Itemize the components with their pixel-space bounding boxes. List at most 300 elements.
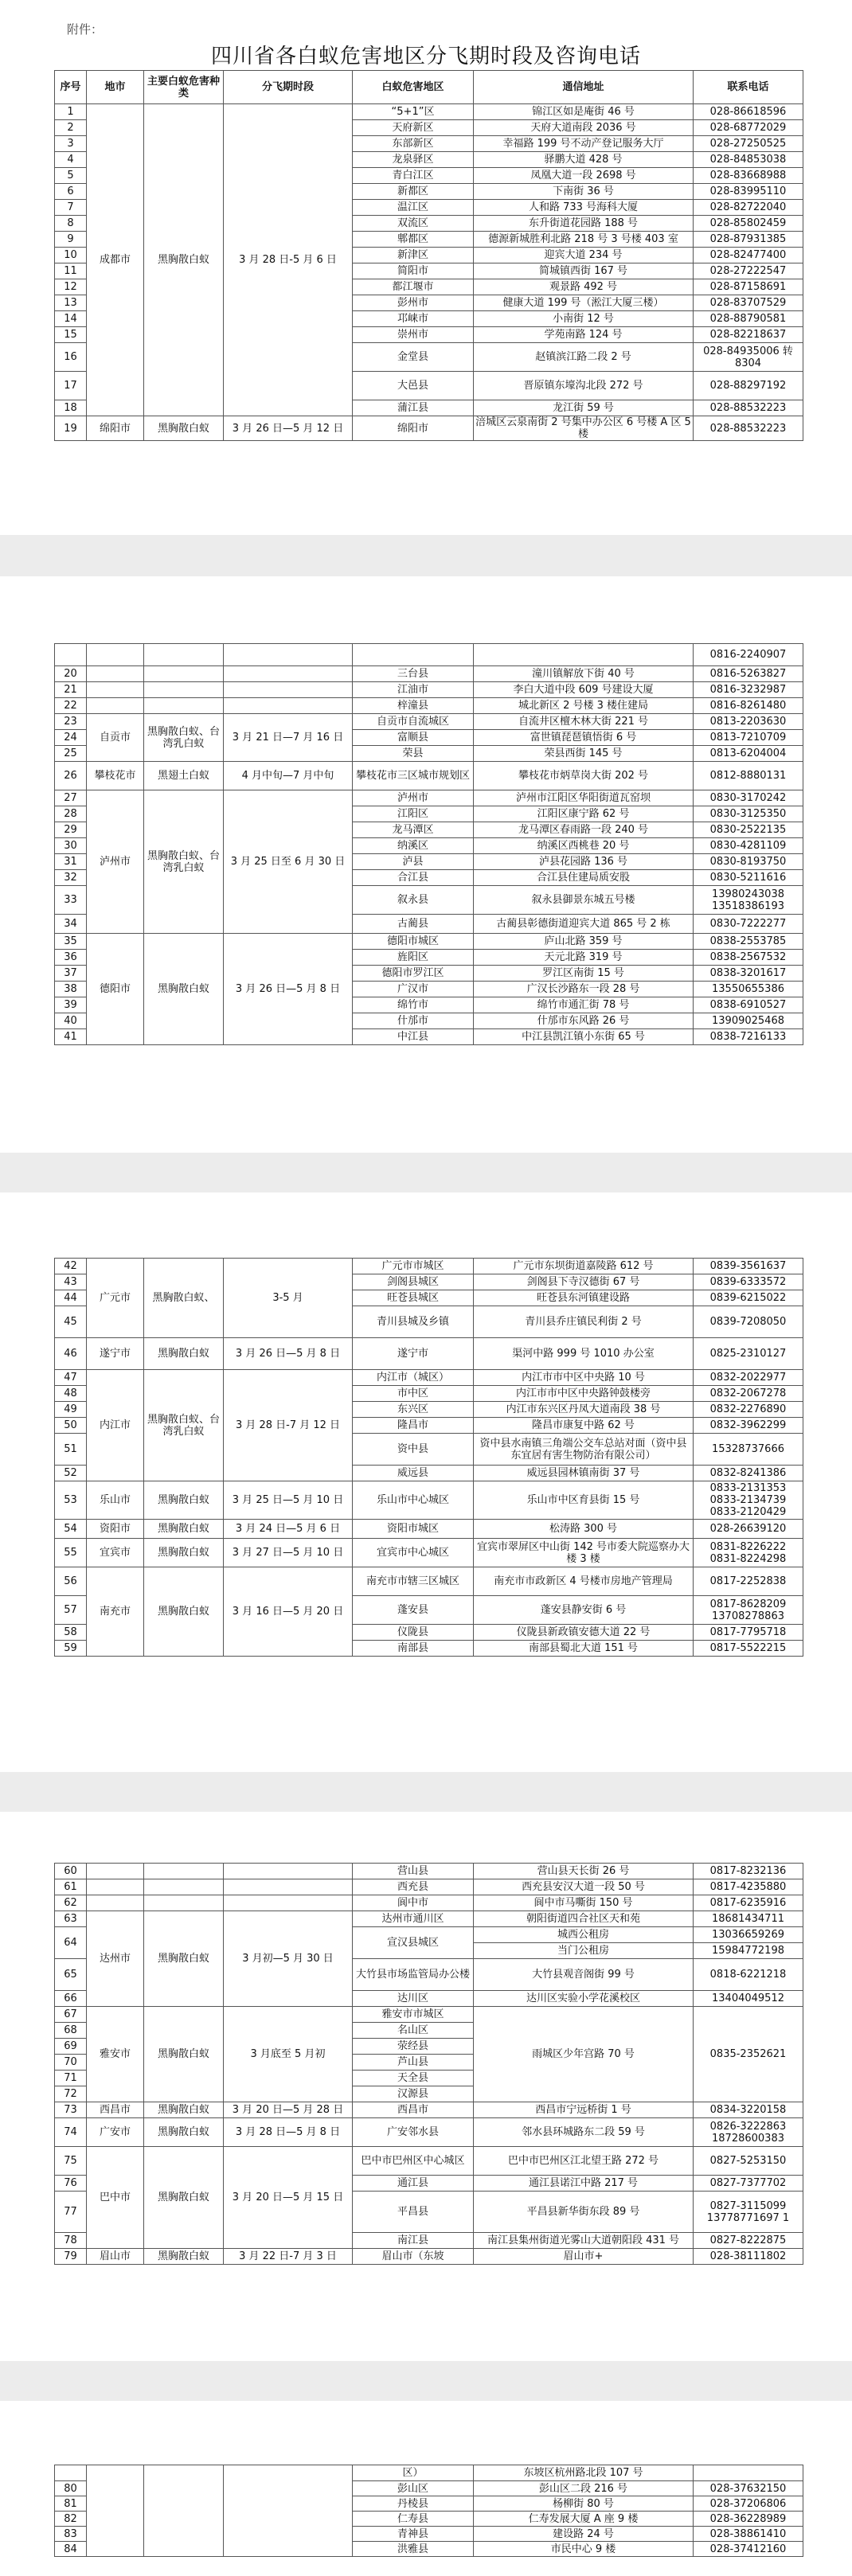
row-index: 53 xyxy=(55,1481,87,1520)
address-cell: 幸福路 199 号不动产登记服务大厅 xyxy=(474,136,694,152)
phone-cell: 0813-7210709 xyxy=(694,730,803,746)
row-index: 80 xyxy=(55,2481,87,2496)
area-cell: 巴中市巴州区中心城区 xyxy=(353,2147,474,2176)
phone-cell: 0830-4281109 xyxy=(694,838,803,854)
row-index: 27 xyxy=(55,790,87,806)
area-cell: 简阳市 xyxy=(353,263,474,279)
area-cell: 蓬安县 xyxy=(353,1596,474,1625)
address-cell: 李白大道中段 609 号建设大厦 xyxy=(474,682,694,698)
species-cell: 黑胸散白蚁、台湾乳白蚁 xyxy=(144,790,224,934)
area-cell: 彭山区 xyxy=(353,2481,474,2496)
table-row xyxy=(55,1338,803,1370)
period-cell: 3 月 25 日至 6 月 30 日 xyxy=(224,790,353,934)
address-cell: 攀枝花市炳草岗大街 202 号 xyxy=(474,762,694,790)
address-cell: 朝阳街道四合社区天和苑 xyxy=(474,1911,694,1927)
area-cell: 内江市（城区） xyxy=(353,1370,474,1386)
area-cell: 宜宾市中心城区 xyxy=(353,1539,474,1567)
area-cell: 芦山县 xyxy=(353,2055,474,2071)
address-cell: 剑阁县下寺汉德街 67 号 xyxy=(474,1274,694,1290)
row-index: 58 xyxy=(55,1625,87,1641)
area-cell: 德阳市罗江区 xyxy=(353,966,474,982)
row-index: 26 xyxy=(55,762,87,790)
phone-cell: 0839-7208050 xyxy=(694,1306,803,1338)
row-index: 13 xyxy=(55,295,87,311)
row-index: 24 xyxy=(55,730,87,746)
row-index: 65 xyxy=(55,1959,87,1991)
phone-cell: 028-84853038 xyxy=(694,152,803,168)
area-cell: 阆中市 xyxy=(353,1895,474,1911)
phone-cell: 028-82722040 xyxy=(694,200,803,216)
address-cell: 自流井区檀木林大街 221 号 xyxy=(474,714,694,730)
area-cell: “5+1”区 xyxy=(353,104,474,120)
document-title: 四川省各白蚁危害地区分飞期时段及咨询电话 xyxy=(210,45,641,68)
address-cell: 隆昌市康复中路 62 号 xyxy=(474,1418,694,1434)
address-cell: 阆中市马嘶街 150 号 xyxy=(474,1895,694,1911)
phone-cell: 13550655386 xyxy=(694,982,803,997)
row-index: 66 xyxy=(55,1991,87,2007)
row-index: 30 xyxy=(55,838,87,854)
row-index: 68 xyxy=(55,2023,87,2039)
address-cell: 旺苍县东河镇建设路 xyxy=(474,1290,694,1306)
address-cell: 泸县花园路 136 号 xyxy=(474,854,694,870)
address-cell: 渠河中路 999 号 1010 办公室 xyxy=(474,1338,694,1370)
address-cell: 南充市市政新区 4 号楼市房地产管理局 xyxy=(474,1567,694,1596)
area-cell: 邛崃市 xyxy=(353,311,474,327)
phone-cell: 0832-3962299 xyxy=(694,1418,803,1434)
phone-cell: 0812-8880131 xyxy=(694,762,803,790)
species-cell: 黑胸散白蚁 xyxy=(144,1539,224,1567)
phone-cell: 13980243038 13518386193 xyxy=(694,886,803,915)
species-cell: 黑胸散白蚁、台湾乳白蚁 xyxy=(144,1370,224,1481)
page-gap xyxy=(0,1772,852,1812)
address-cell: 蓬安县静安街 6 号 xyxy=(474,1596,694,1625)
row-index: 36 xyxy=(55,950,87,966)
address-cell: 宜宾市翠屏区中山街 142 号市委大院巡察办大楼 3 楼 xyxy=(474,1539,694,1567)
row-index: 46 xyxy=(55,1338,87,1370)
address-cell: 威远县园林镇南街 37 号 xyxy=(474,1466,694,1481)
table-row xyxy=(55,1370,803,1386)
address-cell: 观景路 492 号 xyxy=(474,279,694,295)
address-cell: 德源新城胜利北路 218 号 3 号楼 403 室 xyxy=(474,232,694,248)
phone-cell: 0830-3170242 xyxy=(694,790,803,806)
phone-cell: 0817-8628209 13708278863 xyxy=(694,1596,803,1625)
address-cell: 叙永县御景东城五号楼 xyxy=(474,886,694,915)
phone-cell: 0835-2352621 xyxy=(694,2007,803,2102)
table-row xyxy=(55,666,803,682)
row-index: 69 xyxy=(55,2039,87,2055)
row-index: 15 xyxy=(55,327,87,343)
row-index: 78 xyxy=(55,2233,87,2249)
city-cell: 资阳市 xyxy=(87,1520,144,1539)
phone-cell: 0839-6333572 xyxy=(694,1274,803,1290)
address-cell: 荣县西街 145 号 xyxy=(474,746,694,762)
area-cell: 大邑县 xyxy=(353,372,474,400)
period-cell: 3 月 26 日—5 月 8 日 xyxy=(224,1338,353,1370)
city-cell: 德阳市 xyxy=(87,934,144,1045)
city-cell: 泸州市 xyxy=(87,790,144,934)
area-cell: 广汉市 xyxy=(353,982,474,997)
phone-cell: 0816-3232987 xyxy=(694,682,803,698)
address-cell: 下南街 36 号 xyxy=(474,184,694,200)
address-cell: 广元市东坝街道嘉陵路 612 号 xyxy=(474,1259,694,1274)
area-cell: 西充县 xyxy=(353,1879,474,1895)
row-index: 74 xyxy=(55,2118,87,2147)
address-cell: 东坡区杭州路北段 107 号 xyxy=(474,2465,694,2481)
header-index: 序号 xyxy=(55,71,87,104)
phone-cell: 0813-2203630 xyxy=(694,714,803,730)
row-index: 28 xyxy=(55,806,87,822)
address-cell: 古蔺县彰德街道迎宾大道 865 号 2 栋 xyxy=(474,915,694,934)
species-cell: 黑胸散白蚁 xyxy=(144,2249,224,2265)
address-cell: 南江县集州街道光雾山大道朝阳段 431 号 xyxy=(474,2233,694,2249)
address-cell: 迎宾大道 234 号 xyxy=(474,248,694,263)
phone-cell: 028-27250525 xyxy=(694,136,803,152)
area-cell: 绵竹市 xyxy=(353,997,474,1013)
table-row xyxy=(55,2102,803,2118)
row-index: 70 xyxy=(55,2055,87,2071)
area-cell: 名山区 xyxy=(353,2023,474,2039)
area-cell: 天全县 xyxy=(353,2071,474,2086)
table-row xyxy=(55,698,803,714)
area-cell: 泸州市 xyxy=(353,790,474,806)
address-cell: 城北新区 2 号楼 3 楼住建局 xyxy=(474,698,694,714)
city-cell: 成都市 xyxy=(87,104,144,416)
area-cell: 荥经县 xyxy=(353,2039,474,2055)
phone-cell: 0827-7377702 xyxy=(694,2176,803,2192)
address-cell: 西昌市宁远桥街 1 号 xyxy=(474,2102,694,2118)
phone-cell: 0834-3220158 xyxy=(694,2102,803,2118)
address-cell: 涪城区云泉南街 2 号集中办公区 6 号楼 A 区 5 楼 xyxy=(474,416,694,441)
area-cell: 龙马潭区 xyxy=(353,822,474,838)
species-cell: 黑胸散白蚁、 xyxy=(144,1259,224,1338)
table-row xyxy=(55,644,803,666)
row-index: 6 xyxy=(55,184,87,200)
area-cell: 都江堰市 xyxy=(353,279,474,295)
area-cell: 大竹县市场监管局办公楼 xyxy=(353,1959,474,1991)
row-index: 84 xyxy=(55,2542,87,2557)
address-cell: 潼川镇解放下街 40 号 xyxy=(474,666,694,682)
period-cell: 3 月 25 日—5 月 10 日 xyxy=(224,1481,353,1520)
area-cell: 威远县 xyxy=(353,1466,474,1481)
area-cell: 仪陇县 xyxy=(353,1625,474,1641)
address-cell: 广汉长沙路东一段 28 号 xyxy=(474,982,694,997)
row-index: 47 xyxy=(55,1370,87,1386)
area-cell: 绵阳市 xyxy=(353,416,474,441)
species-cell: 黑胸散白蚁 xyxy=(144,1567,224,1657)
table-row xyxy=(55,762,803,790)
area-cell: 荣县 xyxy=(353,746,474,762)
address-cell: 营山县天长街 26 号 xyxy=(474,1864,694,1879)
row-index: 55 xyxy=(55,1539,87,1567)
row-index: 75 xyxy=(55,2147,87,2176)
table-row xyxy=(55,2249,803,2265)
phone-cell: 0838-2553785 xyxy=(694,934,803,950)
termite-table-page-4 xyxy=(54,1863,803,2265)
address-cell: 当门公租房 xyxy=(474,1943,694,1959)
row-index: 67 xyxy=(55,2007,87,2023)
phone-cell: 0833-2131353 0833-2134739 0833-2120429 xyxy=(694,1481,803,1520)
phone-cell: 0817-5522215 xyxy=(694,1641,803,1657)
phone-cell: 0816-5263827 xyxy=(694,666,803,682)
area-cell: 宣汉县城区 xyxy=(353,1927,474,1959)
address-cell: 雨城区少年宫路 70 号 xyxy=(474,2007,694,2102)
row-index: 62 xyxy=(55,1895,87,1911)
row-index: 14 xyxy=(55,311,87,327)
address-cell: 西充县安汉大道一段 50 号 xyxy=(474,1879,694,1895)
area-cell: 遂宁市 xyxy=(353,1338,474,1370)
address-cell: 资中县水南镇三角端公交车总站对面（资中县东宜居有害生物防治有限公司） xyxy=(474,1434,694,1466)
city-cell: 攀枝花市 xyxy=(87,762,144,790)
address-cell: 人和路 733 号海科大厦 xyxy=(474,200,694,216)
row-index: 76 xyxy=(55,2176,87,2192)
phone-cell: 0839-3561637 xyxy=(694,1259,803,1274)
phone-cell: 028-37412160 xyxy=(694,2542,803,2557)
address-cell: 内江市东兴区丹凤大道南段 38 号 xyxy=(474,1402,694,1418)
area-cell: 区） xyxy=(353,2465,474,2481)
area-cell: 新都区 xyxy=(353,184,474,200)
phone-cell: 028-88532223 xyxy=(694,400,803,416)
row-index: 42 xyxy=(55,1259,87,1274)
address-cell: 学苑南路 124 号 xyxy=(474,327,694,343)
area-cell: 新津区 xyxy=(353,248,474,263)
phone-cell: 0827-5253150 xyxy=(694,2147,803,2176)
row-index: 12 xyxy=(55,279,87,295)
period-cell: 3 月 28 日—5 月 8 日 xyxy=(224,2118,353,2147)
address-cell: 赵镇滨江路二段 2 号 xyxy=(474,343,694,372)
table-row xyxy=(55,2118,803,2147)
area-cell: 泸县 xyxy=(353,854,474,870)
table-row xyxy=(55,416,803,441)
row-index: 41 xyxy=(55,1029,87,1045)
row-index: 23 xyxy=(55,714,87,730)
address-cell: 江阳区康宁路 62 号 xyxy=(474,806,694,822)
row-index: 2 xyxy=(55,120,87,136)
species-cell: 黑胸散白蚁 xyxy=(144,1911,224,2007)
phone-cell: 0832-2022977 xyxy=(694,1370,803,1386)
address-cell: 简城镇西街 167 号 xyxy=(474,263,694,279)
area-cell: 攀枝花市三区城市规划区 xyxy=(353,762,474,790)
phone-cell: 0832-2276890 xyxy=(694,1402,803,1418)
phone-cell: 028-83707529 xyxy=(694,295,803,311)
area-cell: 龙泉驿区 xyxy=(353,152,474,168)
phone-cell: 13036659269 xyxy=(694,1927,803,1943)
table-row xyxy=(55,104,803,120)
row-index: 7 xyxy=(55,200,87,216)
species-cell: 黑胸散白蚁 xyxy=(144,1520,224,1539)
area-cell: 资中县 xyxy=(353,1434,474,1466)
row-index: 44 xyxy=(55,1290,87,1306)
species-cell: 黑胸散白蚁 xyxy=(144,2102,224,2118)
phone-cell: 028-83668988 xyxy=(694,168,803,184)
city-cell: 自贡市 xyxy=(87,714,144,762)
table-row xyxy=(55,1520,803,1539)
row-index: 50 xyxy=(55,1418,87,1434)
area-cell: 江阳区 xyxy=(353,806,474,822)
page-gap xyxy=(0,1153,852,1192)
row-index: 63 xyxy=(55,1911,87,1927)
area-cell: 三台县 xyxy=(353,666,474,682)
row-index: 40 xyxy=(55,1013,87,1029)
area-cell: 旌阳区 xyxy=(353,950,474,966)
termite-table-page-1 xyxy=(54,70,803,441)
table-row xyxy=(55,1895,803,1911)
area-cell: 广元市市城区 xyxy=(353,1259,474,1274)
address-cell: 晋原镇东壕沟北段 272 号 xyxy=(474,372,694,400)
city-cell: 西昌市 xyxy=(87,2102,144,2118)
species-cell: 黑胸散白蚁 xyxy=(144,1338,224,1370)
row-index: 82 xyxy=(55,2512,87,2527)
address-cell: 富世镇琵琶镇悟街 6 号 xyxy=(474,730,694,746)
address-cell: 内江市市中区中央路钟鼓楼旁 xyxy=(474,1386,694,1402)
row-index: 29 xyxy=(55,822,87,838)
address-cell: 天府大道南段 2036 号 xyxy=(474,120,694,136)
row-index: 81 xyxy=(55,2496,87,2512)
city-cell: 内江市 xyxy=(87,1370,144,1481)
period-cell: 3 月 28 日-7 月 12 日 xyxy=(224,1370,353,1481)
phone-cell: 028-37632150 xyxy=(694,2481,803,2496)
area-cell: 东部新区 xyxy=(353,136,474,152)
row-index: 52 xyxy=(55,1466,87,1481)
row-index: 9 xyxy=(55,232,87,248)
phone-cell: 0817-7795718 xyxy=(694,1625,803,1641)
table-row xyxy=(55,1539,803,1567)
city-cell: 南充市 xyxy=(87,1567,144,1657)
row-index: 1 xyxy=(55,104,87,120)
phone-cell: 028-85802459 xyxy=(694,216,803,232)
row-index: 31 xyxy=(55,854,87,870)
row-index: 20 xyxy=(55,666,87,682)
area-cell: 达川区 xyxy=(353,1991,474,2007)
attachment-label: 附件： xyxy=(67,22,104,37)
phone-cell: 15328737666 xyxy=(694,1434,803,1466)
row-index: 71 xyxy=(55,2071,87,2086)
period-cell: 4 月中旬—7 月中旬 xyxy=(224,762,353,790)
area-cell: 平昌县 xyxy=(353,2192,474,2233)
table-row xyxy=(55,1567,803,1596)
phone-cell: 15984772198 xyxy=(694,1943,803,1959)
phone-cell: 028-88297192 xyxy=(694,372,803,400)
phone-cell: 028-87158691 xyxy=(694,279,803,295)
phone-cell: 0816-8261480 xyxy=(694,698,803,714)
row-index: 21 xyxy=(55,682,87,698)
address-cell: 中江县凯江镇小东街 65 号 xyxy=(474,1029,694,1045)
period-cell: 3 月 16 日—5 月 20 日 xyxy=(224,1567,353,1657)
area-cell: 汉源县 xyxy=(353,2086,474,2102)
row-index: 33 xyxy=(55,886,87,915)
phone-cell: 028-26639120 xyxy=(694,1520,803,1539)
area-cell: 南江县 xyxy=(353,2233,474,2249)
area-cell: 合江县 xyxy=(353,870,474,886)
area-cell: 丹棱县 xyxy=(353,2496,474,2512)
row-index: 8 xyxy=(55,216,87,232)
area-cell: 通江县 xyxy=(353,2176,474,2192)
address-cell: 凤凰大道一段 2698 号 xyxy=(474,168,694,184)
address-cell: 邻水县环城路东二段 59 号 xyxy=(474,2118,694,2147)
header-species: 主要白蚁危害种类 xyxy=(144,71,224,104)
area-cell: 崇州市 xyxy=(353,327,474,343)
species-cell: 黑翅土白蚁 xyxy=(144,762,224,790)
address-cell: 南部县蜀北大道 151 号 xyxy=(474,1641,694,1657)
period-cell: 3 月 21 日—7 月 16 日 xyxy=(224,714,353,762)
area-cell: 西昌市 xyxy=(353,2102,474,2118)
period-cell: 3 月 28 日-5 月 6 日 xyxy=(224,104,353,416)
city-cell: 广元市 xyxy=(87,1259,144,1338)
row-index: 22 xyxy=(55,698,87,714)
termite-table-page-5 xyxy=(54,2465,803,2557)
address-cell: 龙马潭区春雨路一段 240 号 xyxy=(474,822,694,838)
row-index: 11 xyxy=(55,263,87,279)
area-cell: 梓潼县 xyxy=(353,698,474,714)
table-row xyxy=(55,2465,803,2481)
row-index: 56 xyxy=(55,1567,87,1596)
row-index: 4 xyxy=(55,152,87,168)
area-cell: 南充市市辖三区城区 xyxy=(353,1567,474,1596)
address-cell: 彭山区二段 216 号 xyxy=(474,2481,694,2496)
header-area: 白蚁危害地区 xyxy=(353,71,474,104)
phone-cell: 0838-6910527 xyxy=(694,997,803,1013)
phone-cell: 0817-2252838 xyxy=(694,1567,803,1596)
area-cell: 天府新区 xyxy=(353,120,474,136)
area-cell: 彭州市 xyxy=(353,295,474,311)
period-cell: 3 月底至 5 月初 xyxy=(224,2007,353,2102)
row-index: 61 xyxy=(55,1879,87,1895)
address-cell: 市民中心 9 楼 xyxy=(474,2542,694,2557)
row-index: 73 xyxy=(55,2102,87,2118)
address-cell: 仁寿发展大厦 A 座 9 楼 xyxy=(474,2512,694,2527)
phone-cell: 13404049512 xyxy=(694,1991,803,2007)
phone-cell: 028-68772029 xyxy=(694,120,803,136)
row-index: 5 xyxy=(55,168,87,184)
area-cell: 纳溪区 xyxy=(353,838,474,854)
address-cell: 什邡市东风路 26 号 xyxy=(474,1013,694,1029)
phone-cell: 028-38861410 xyxy=(694,2527,803,2542)
table-row xyxy=(55,1259,803,1274)
area-cell: 青白江区 xyxy=(353,168,474,184)
row-index: 49 xyxy=(55,1402,87,1418)
area-cell: 富顺县 xyxy=(353,730,474,746)
area-cell: 自贡市自流城区 xyxy=(353,714,474,730)
area-cell: 蒲江县 xyxy=(353,400,474,416)
row-index: 60 xyxy=(55,1864,87,1879)
phone-cell: 028-86618596 xyxy=(694,104,803,120)
row-index: 72 xyxy=(55,2086,87,2102)
area-cell: 德阳市城区 xyxy=(353,934,474,950)
area-cell: 营山县 xyxy=(353,1864,474,1879)
city-cell: 遂宁市 xyxy=(87,1338,144,1370)
row-index: 18 xyxy=(55,400,87,416)
phone-cell: 0832-8241386 xyxy=(694,1466,803,1481)
area-cell: 市中区 xyxy=(353,1386,474,1402)
area-cell: 旺苍县城区 xyxy=(353,1290,474,1306)
period-cell: 3-5 月 xyxy=(224,1259,353,1338)
species-cell: 黑胸散白蚁 xyxy=(144,416,224,441)
species-cell: 黑胸散白蚁、台湾乳白蚁 xyxy=(144,714,224,762)
row-index: 45 xyxy=(55,1306,87,1338)
row-index: 19 xyxy=(55,416,87,441)
address-cell: 内江市市中区中央路 10 号 xyxy=(474,1370,694,1386)
area-cell: 广安邻水县 xyxy=(353,2118,474,2147)
address-cell: 天元北路 319 号 xyxy=(474,950,694,966)
phone-cell: 028-88532223 xyxy=(694,416,803,441)
table-row xyxy=(55,2147,803,2176)
phone-cell: 0817-4235880 xyxy=(694,1879,803,1895)
area-cell: 青神县 xyxy=(353,2527,474,2542)
area-cell: 眉山市（东坡 xyxy=(353,2249,474,2265)
address-cell: 大竹县观音阁街 99 号 xyxy=(474,1959,694,1991)
phone-cell: 0813-6204004 xyxy=(694,746,803,762)
phone-cell: 028-82218637 xyxy=(694,327,803,343)
address-cell: 健康大道 199 号（淞江大厦三楼） xyxy=(474,295,694,311)
